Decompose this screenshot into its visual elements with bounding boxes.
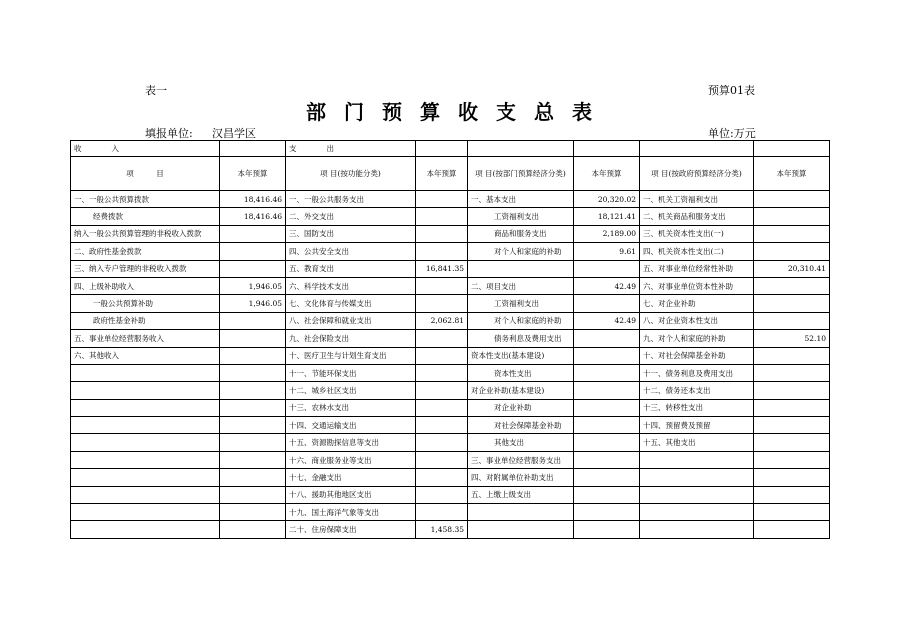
amount-cell (220, 347, 286, 364)
item-cell: 纳入一般公共预算管理的非税收入拨款 (71, 225, 220, 242)
item-cell: 九、对个人和家庭的补助 (640, 330, 754, 347)
form-number: 预算01表 (708, 84, 755, 97)
column-header: 项 目 (71, 157, 220, 191)
amount-cell (754, 225, 830, 242)
amount-cell (574, 469, 640, 486)
item-cell (640, 521, 754, 538)
item-cell: 二、项目支出 (468, 277, 574, 294)
table-row (71, 243, 830, 260)
table-row (71, 504, 830, 521)
item-cell: 五、事业单位经营服务收入 (71, 330, 220, 347)
item-cell: 经费拨款 (71, 208, 220, 225)
item-cell (71, 399, 220, 416)
item-cell: 五、教育支出 (286, 260, 416, 277)
reporting-unit-name: 汉昌学区 (212, 127, 256, 140)
page-title: 部门预算收支总表 (306, 100, 610, 124)
item-cell: 对企业补助 (468, 399, 574, 416)
table-row (71, 399, 830, 416)
section-header-row (71, 141, 830, 157)
item-cell: 工资福利支出 (468, 208, 574, 225)
item-cell: 三、纳入专户管理的非税收入拨款 (71, 260, 220, 277)
amount-cell (574, 451, 640, 468)
item-cell: 政府性基金补助 (71, 312, 220, 329)
item-cell: 十五、资源勘探信息等支出 (286, 434, 416, 451)
item-cell: 十三、转移性支出 (640, 399, 754, 416)
table-row (71, 347, 830, 364)
amount-cell (220, 417, 286, 434)
income-section-header: 收 入 (71, 141, 220, 157)
amount-cell (754, 469, 830, 486)
item-cell: 五、对事业单位经常性补助 (640, 260, 754, 277)
column-header: 本年预算 (574, 157, 640, 191)
table-row (71, 382, 830, 399)
table-row (71, 364, 830, 381)
item-cell: 债务利息及费用支出 (468, 330, 574, 347)
amount-cell (416, 295, 468, 312)
column-header-row (71, 157, 830, 191)
item-cell: 十六、商业服务业等支出 (286, 451, 416, 468)
item-cell: 十七、金融支出 (286, 469, 416, 486)
amount-cell (416, 399, 468, 416)
amount-cell (220, 451, 286, 468)
table-row (71, 260, 830, 277)
item-cell: 一、一般公共预算拨款 (71, 191, 220, 208)
item-cell: 十一、债务利息及费用支出 (640, 364, 754, 381)
table-row (71, 208, 830, 225)
amount-cell (220, 364, 286, 381)
form-label: 表一 (145, 84, 167, 97)
amount-cell (754, 312, 830, 329)
amount-cell (574, 504, 640, 521)
item-cell: 四、公共安全支出 (286, 243, 416, 260)
amount-cell (754, 399, 830, 416)
item-cell: 三、国防支出 (286, 225, 416, 242)
item-cell: 十四、交通运输支出 (286, 417, 416, 434)
amount-cell (574, 295, 640, 312)
item-cell: 二、政府性基金拨款 (71, 243, 220, 260)
budget-summary-table (70, 140, 830, 539)
item-cell (640, 469, 754, 486)
item-cell (640, 486, 754, 503)
item-cell (71, 417, 220, 434)
amount-cell (416, 243, 468, 260)
amount-cell (416, 451, 468, 468)
table-row (71, 225, 830, 242)
amount-cell (416, 225, 468, 242)
item-cell: 十五、其他支出 (640, 434, 754, 451)
item-cell: 五、上缴上级支出 (468, 486, 574, 503)
item-cell: 十二、债务还本支出 (640, 382, 754, 399)
amount-cell (416, 277, 468, 294)
amount-cell (220, 330, 286, 347)
reporting-unit-label: 填报单位: (145, 127, 193, 140)
item-cell: 四、对附属单位补助支出 (468, 469, 574, 486)
item-cell (640, 451, 754, 468)
item-cell: 对个人和家庭的补助 (468, 312, 574, 329)
item-cell (71, 504, 220, 521)
amount-cell (416, 330, 468, 347)
item-cell: 十四、预留费及预留 (640, 417, 754, 434)
table-row (71, 277, 830, 294)
table-row (71, 191, 830, 208)
table-row (71, 330, 830, 347)
table-row (71, 295, 830, 312)
amount-cell (574, 417, 640, 434)
column-header: 本年预算 (220, 157, 286, 191)
amount-cell (416, 434, 468, 451)
amount-cell: 1,458.35 (416, 521, 468, 538)
item-cell: 工资福利支出 (468, 295, 574, 312)
amount-cell (416, 417, 468, 434)
amount-cell (754, 486, 830, 503)
item-cell (71, 434, 220, 451)
item-cell: 十三、农林水支出 (286, 399, 416, 416)
item-cell: 对社会保障基金补助 (468, 417, 574, 434)
amount-cell (574, 486, 640, 503)
item-cell: 二十、住房保障支出 (286, 521, 416, 538)
amount-cell: 9.61 (574, 243, 640, 260)
item-cell: 六、对事业单位资本性补助 (640, 277, 754, 294)
amount-cell (754, 417, 830, 434)
amount-cell (754, 451, 830, 468)
table-row (71, 451, 830, 468)
amount-cell (754, 243, 830, 260)
amount-cell (220, 469, 286, 486)
amount-cell (220, 225, 286, 242)
table-row (71, 434, 830, 451)
table-row (71, 417, 830, 434)
item-cell: 十九、国土海洋气象等支出 (286, 504, 416, 521)
item-cell: 三、事业单位经营服务支出 (468, 451, 574, 468)
item-cell (468, 521, 574, 538)
amount-cell (754, 277, 830, 294)
item-cell (640, 504, 754, 521)
amount-cell (574, 330, 640, 347)
item-cell (71, 521, 220, 538)
amount-cell (220, 399, 286, 416)
amount-cell (220, 434, 286, 451)
column-header: 项 目(按功能分类) (286, 157, 416, 191)
item-cell (71, 382, 220, 399)
amount-cell: 1,946.05 (220, 295, 286, 312)
item-cell: 七、对企业补助 (640, 295, 754, 312)
item-cell: 四、上级补助收入 (71, 277, 220, 294)
item-cell: 十二、城乡社区支出 (286, 382, 416, 399)
amount-cell (574, 434, 640, 451)
item-cell: 六、其他收入 (71, 347, 220, 364)
amount-cell (574, 521, 640, 538)
item-cell: 二、机关商品和服务支出 (640, 208, 754, 225)
amount-cell (574, 364, 640, 381)
amount-cell (220, 312, 286, 329)
item-cell: 一、一般公共服务支出 (286, 191, 416, 208)
item-cell: 四、机关资本性支出(二) (640, 243, 754, 260)
item-cell (468, 504, 574, 521)
item-cell (71, 364, 220, 381)
amount-cell (416, 208, 468, 225)
column-header: 本年预算 (416, 157, 468, 191)
amount-cell: 42.49 (574, 277, 640, 294)
amount-cell (754, 434, 830, 451)
amount-cell (220, 504, 286, 521)
amount-cell: 2,062.81 (416, 312, 468, 329)
amount-cell (220, 260, 286, 277)
item-cell: 商品和服务支出 (468, 225, 574, 242)
amount-cell (574, 260, 640, 277)
item-cell: 七、文化体育与传媒支出 (286, 295, 416, 312)
amount-cell: 18,121.41 (574, 208, 640, 225)
amount-cell (754, 295, 830, 312)
amount-cell (754, 364, 830, 381)
table-row (71, 469, 830, 486)
amount-cell (754, 191, 830, 208)
amount-cell: 42.49 (574, 312, 640, 329)
amount-cell (754, 347, 830, 364)
amount-cell (220, 521, 286, 538)
amount-cell (416, 364, 468, 381)
item-cell: 三、机关资本性支出(一) (640, 225, 754, 242)
item-cell: 对企业补助(基本建设) (468, 382, 574, 399)
item-cell: 一、基本支出 (468, 191, 574, 208)
amount-cell (416, 191, 468, 208)
amount-cell (574, 347, 640, 364)
item-cell: 二、外交支出 (286, 208, 416, 225)
amount-cell (754, 382, 830, 399)
item-cell (71, 469, 220, 486)
amount-cell (416, 504, 468, 521)
amount-cell (220, 382, 286, 399)
item-cell: 对个人和家庭的补助 (468, 243, 574, 260)
column-header: 本年预算 (754, 157, 830, 191)
amount-cell (220, 243, 286, 260)
column-header: 项 目(按政府预算经济分类) (640, 157, 754, 191)
item-cell: 十一、节能环保支出 (286, 364, 416, 381)
item-cell: 十、医疗卫生与计划生育支出 (286, 347, 416, 364)
item-cell: 资本性支出 (468, 364, 574, 381)
amount-cell (220, 486, 286, 503)
item-cell: 一、机关工资福利支出 (640, 191, 754, 208)
item-cell: 十八、援助其他地区支出 (286, 486, 416, 503)
amount-cell (754, 208, 830, 225)
table-row (71, 486, 830, 503)
amount-unit-label: 单位:万元 (708, 127, 756, 140)
amount-cell: 18,416.46 (220, 208, 286, 225)
item-cell (71, 486, 220, 503)
amount-cell: 2,189.00 (574, 225, 640, 242)
amount-cell: 1,946.05 (220, 277, 286, 294)
amount-cell (416, 486, 468, 503)
amount-cell (574, 399, 640, 416)
amount-cell (754, 504, 830, 521)
item-cell: 其他支出 (468, 434, 574, 451)
amount-cell (416, 382, 468, 399)
item-cell: 一般公共预算补助 (71, 295, 220, 312)
item-cell: 九、社会保险支出 (286, 330, 416, 347)
table-row (71, 521, 830, 538)
expense-section-header: 支 出 (286, 141, 416, 157)
item-cell: 六、科学技术支出 (286, 277, 416, 294)
amount-cell: 20,310.41 (754, 260, 830, 277)
item-cell: 八、对企业资本性支出 (640, 312, 754, 329)
amount-cell (416, 469, 468, 486)
column-header: 项 目(按部门预算经济分类) (468, 157, 574, 191)
item-cell: 十、对社会保障基金补助 (640, 347, 754, 364)
amount-cell (574, 382, 640, 399)
item-cell (71, 451, 220, 468)
amount-cell: 18,416.46 (220, 191, 286, 208)
item-cell: 资本性支出(基本建设) (468, 347, 574, 364)
amount-cell (754, 521, 830, 538)
amount-cell: 16,841.35 (416, 260, 468, 277)
table-row (71, 312, 830, 329)
amount-cell: 52.10 (754, 330, 830, 347)
item-cell: 八、社会保障和就业支出 (286, 312, 416, 329)
amount-cell (416, 347, 468, 364)
item-cell (468, 260, 574, 277)
amount-cell: 20,320.02 (574, 191, 640, 208)
